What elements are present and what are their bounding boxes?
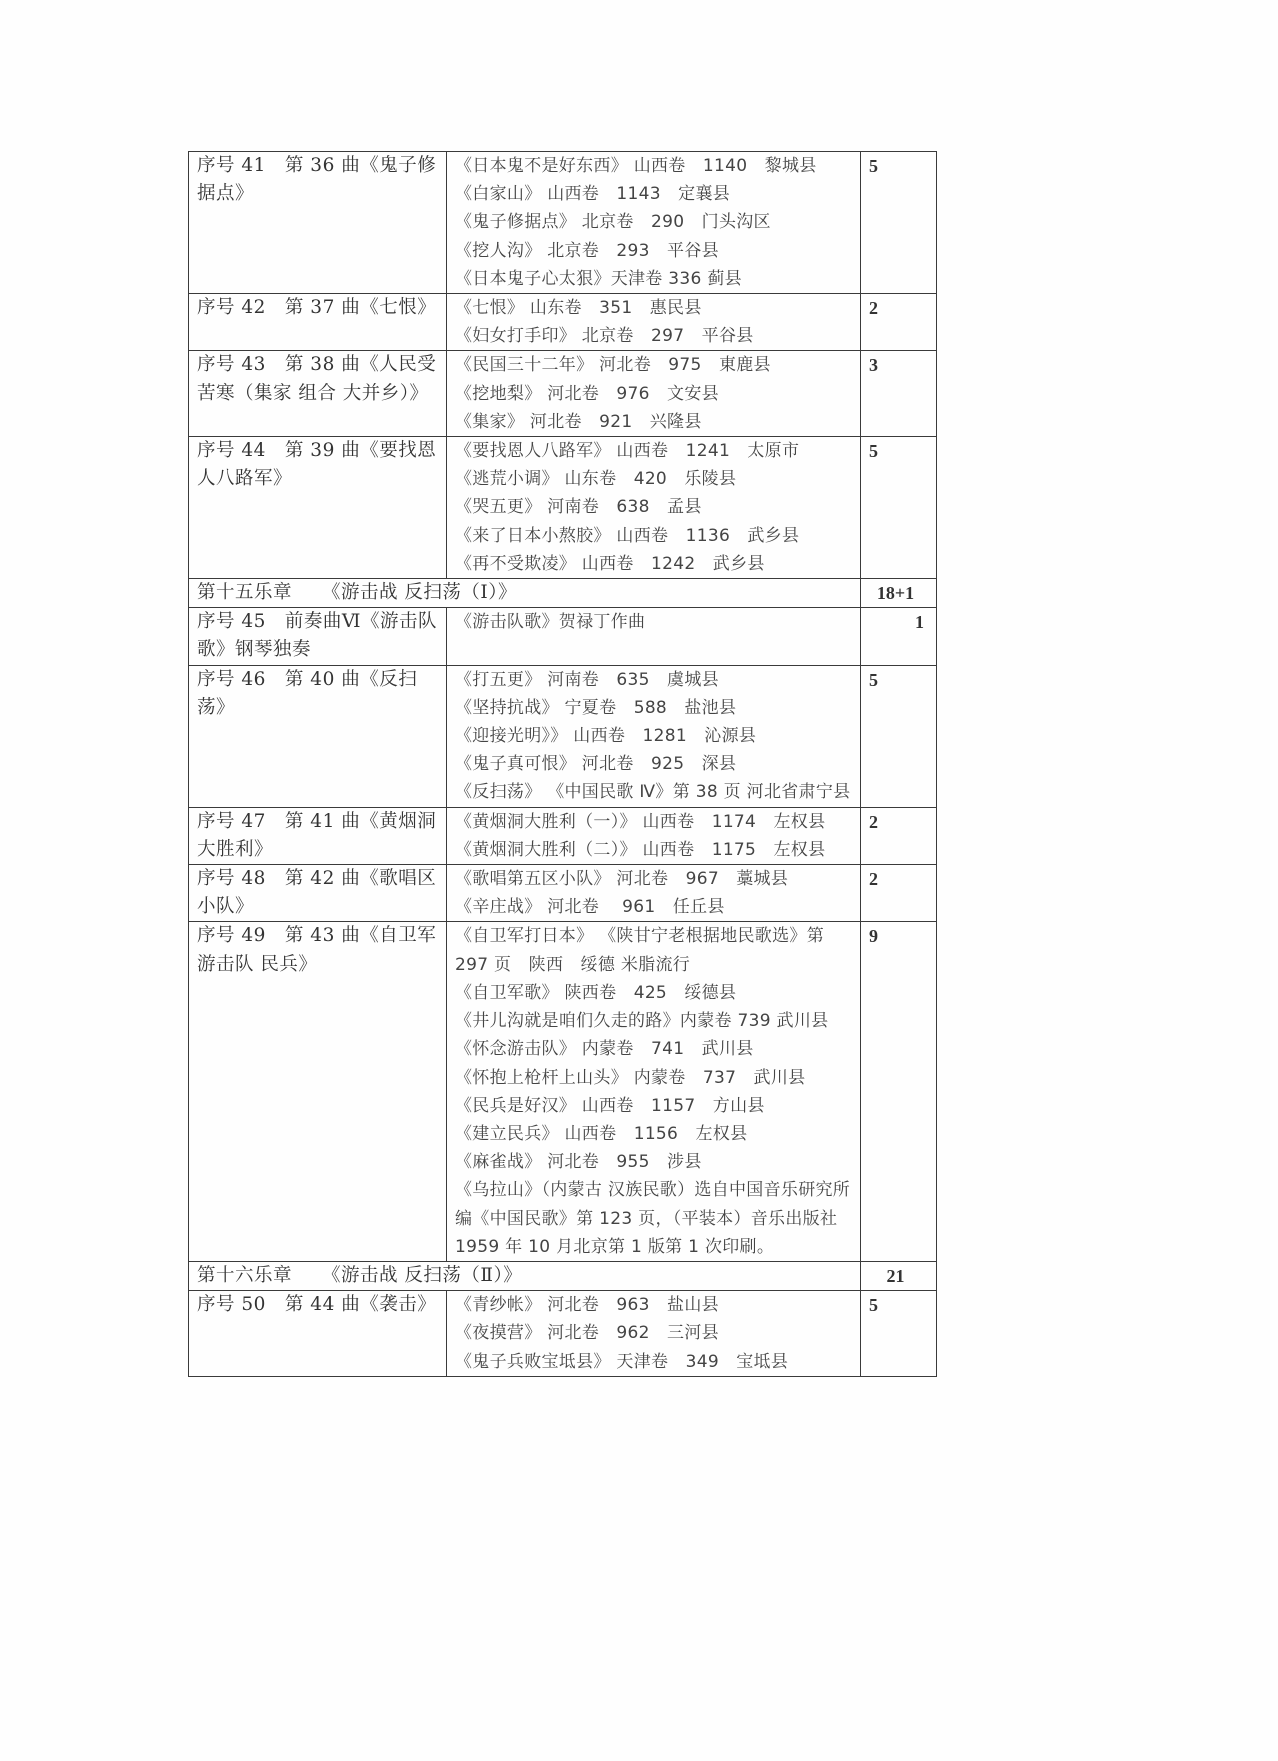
piece-title-cell: 序号 49 第 43 曲《自卫军 游击队 民兵》 [189, 922, 447, 1261]
sources-cell [447, 608, 861, 665]
source-line: 《来了日本小熬胶》 山西卷 1136 武乡县 [455, 525, 800, 546]
source-line: 《麻雀战》 河北卷 955 涉县 [455, 1152, 702, 1173]
source-line: 《游击队歌》贺禄丁作曲 [455, 612, 646, 633]
table-row [189, 1291, 937, 1377]
chapter-row [189, 1261, 937, 1290]
source-line: 《自卫军打日本》 《陕甘宁老根据地民歌选》第 297 页 陕西 绥德 米脂流行 [455, 926, 825, 975]
count-cell: 9 [861, 922, 937, 1261]
sources-cell [447, 922, 861, 1261]
source-line: 《逃荒小调》 山东卷 420 乐陵县 [455, 469, 737, 490]
source-line: 《挖地梨》 河北卷 976 文安县 [455, 383, 719, 404]
source-line: 《夜摸营》 河北卷 962 三河县 [455, 1323, 719, 1344]
source-line: 《乌拉山》（内蒙古 汉族民歌）选自中国音乐研究所编《中国民歌》第 123 页，（平装本）音乐出版社 1959 年 10 月北京第 1 版第 1 次印刷。 [455, 1180, 851, 1257]
source-line: 《井儿沟就是咱们久走的路》内蒙卷 739 武川县 [455, 1011, 829, 1032]
piece-title-cell: 序号 43 第 38 曲《人民受苦寒（集家 组合 大并乡）》 [189, 351, 447, 437]
piece-title-cell: 序号 46 第 40 曲《反扫荡》 [189, 665, 447, 807]
count-cell: 5 [861, 437, 937, 579]
chapter-row [189, 579, 937, 608]
table-row [189, 807, 937, 864]
source-line: 《妇女打手印》 北京卷 297 平谷县 [455, 326, 754, 347]
count-cell: 5 [861, 665, 937, 807]
source-line: 《反扫荡》 《中国民歌 Ⅳ》第 38 页 河北省肃宁县 [455, 782, 851, 803]
source-line: 《日本鬼子心太狠》天津卷 336 蓟县 [455, 268, 742, 289]
sources-cell [447, 665, 861, 807]
piece-title-cell: 序号 48 第 42 曲《歌唱区小队》 [189, 865, 447, 922]
sources-cell [447, 865, 861, 922]
chapter-label: 第十五乐章 [197, 582, 293, 604]
source-line: 《坚持抗战》 宁夏卷 588 盐池县 [455, 697, 737, 718]
source-line: 《辛庄战》 河北卷 961 任丘县 [455, 897, 725, 918]
source-line: 《日本鬼不是好东西》 山西卷 1140 黎城县 [455, 156, 817, 176]
source-line: 《鬼子修据点》 北京卷 290 门头沟区 [455, 212, 771, 233]
count-cell: 5 [861, 1291, 937, 1377]
source-line: 《怀念游击队》 内蒙卷 741 武川县 [455, 1039, 754, 1060]
sources-cell [447, 437, 861, 579]
source-line: 《打五更》 河南卷 635 虞城县 [455, 669, 719, 690]
source-line: 《集家》 河北卷 921 兴隆县 [455, 411, 702, 432]
chapter-label: 第十六乐章 [197, 1264, 293, 1286]
source-line: 《黄烟洞大胜利（二）》 山西卷 1175 左权县 [455, 839, 826, 860]
source-line: 《民国三十二年》 河北卷 975 東鹿县 [455, 355, 771, 376]
source-line: 《民兵是好汉》 山西卷 1157 方山县 [455, 1095, 765, 1116]
source-line: 《挖人沟》 北京卷 293 平谷县 [455, 240, 719, 261]
count-cell: 5 [861, 152, 937, 294]
piece-title-cell: 序号 44 第 39 曲《要找恩人八路军》 [189, 437, 447, 579]
chapter-count-cell: 21 [861, 1261, 937, 1290]
sources-cell [447, 1291, 861, 1377]
source-line: 《青纱帐》 河北卷 963 盐山县 [455, 1295, 719, 1316]
piece-title-cell: 序号 47 第 41 曲《黄烟洞大胜利》 [189, 807, 447, 864]
count-cell: 2 [861, 865, 937, 922]
source-line: 《七恨》 山东卷 351 惠民县 [455, 298, 702, 319]
piece-title-cell: 序号 50 第 44 曲《袭击》 [189, 1291, 447, 1377]
source-line: 《黄烟洞大胜利（一）》 山西卷 1174 左权县 [455, 811, 826, 832]
source-line: 《哭五更》 河南卷 638 孟县 [455, 497, 702, 518]
chapter-heading-cell [189, 579, 861, 608]
source-line: 《鬼子兵败宝坻县》 天津卷 349 宝坻县 [455, 1351, 789, 1372]
table-row [189, 665, 937, 807]
source-line: 《怀抱上枪杆上山头》 内蒙卷 737 武川县 [455, 1067, 806, 1088]
source-line: 《迎接光明》》 山西卷 1281 沁源县 [455, 726, 757, 747]
count-cell: 2 [861, 807, 937, 864]
piece-title-cell: 序号 42 第 37 曲《七恨》 [189, 294, 447, 351]
sources-cell [447, 807, 861, 864]
table-row [189, 437, 937, 579]
table-row [189, 152, 937, 294]
source-line: 《歌唱第五区小队》 河北卷 967 藁城县 [455, 869, 789, 890]
count-cell: 2 [861, 294, 937, 351]
source-line: 《白家山》 山西卷 1143 定襄县 [455, 184, 731, 205]
chapter-title: 《游击战 反扫荡（Ⅰ）》 [322, 582, 517, 604]
table-row [189, 865, 937, 922]
table-row [189, 922, 937, 1261]
source-line: 《鬼子真可恨》 河北卷 925 深县 [455, 754, 737, 775]
song-source-table [188, 151, 937, 1377]
sources-cell [447, 351, 861, 437]
chapter-count-cell: 18+1 [861, 579, 937, 608]
piece-title-cell: 序号 45 前奏曲Ⅵ《游击队歌》钢琴独奏 [189, 608, 447, 665]
source-line: 《建立民兵》 山西卷 1156 左权县 [455, 1123, 748, 1144]
table-row [189, 351, 937, 437]
source-line: 《自卫军歌》 陕西卷 425 绥德县 [455, 982, 737, 1003]
chapter-title: 《游击战 反扫荡（Ⅱ）》 [322, 1264, 523, 1286]
chapter-heading-cell [189, 1261, 861, 1290]
piece-title-cell: 序号 41 第 36 曲《鬼子修据点》 [189, 152, 447, 294]
sources-cell [447, 152, 861, 294]
source-line: 《要找恩人八路军》 山西卷 1241 太原市 [455, 441, 800, 462]
table-row [189, 294, 937, 351]
count-cell: 3 [861, 351, 937, 437]
source-line: 《再不受欺凌》 山西卷 1242 武乡县 [455, 553, 765, 574]
table-row [189, 608, 937, 665]
count-cell: 1 [861, 608, 937, 665]
sources-cell [447, 294, 861, 351]
